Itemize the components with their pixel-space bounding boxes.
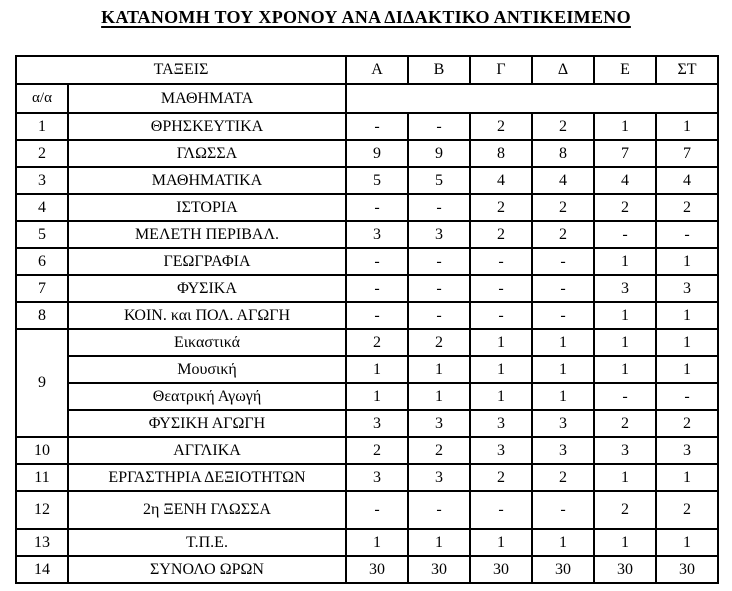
value-cell: - [532, 275, 594, 302]
subject-cell: ΚΟΙΝ. και ΠΟΛ. ΑΓΩΓΗ [68, 302, 346, 329]
value-cell: 3 [656, 437, 718, 464]
class-header-E: Ε [594, 56, 656, 84]
value-cell: 2 [656, 410, 718, 437]
table-row [16, 410, 718, 437]
row-number-cell: 9 [16, 329, 68, 437]
value-cell: - [346, 491, 408, 529]
value-cell: 30 [656, 556, 718, 583]
value-cell: 1 [594, 464, 656, 491]
taxeis-header-cell: ΤΑΞΕΙΣ [16, 56, 346, 84]
value-cell: - [532, 248, 594, 275]
value-cell: - [470, 275, 532, 302]
value-cell: 1 [346, 383, 408, 410]
value-cell: - [346, 302, 408, 329]
value-cell: - [656, 221, 718, 248]
value-cell: 1 [408, 383, 470, 410]
value-cell: 30 [408, 556, 470, 583]
table-row [16, 383, 718, 410]
row-number-cell: 1 [16, 113, 68, 140]
value-cell: 9 [346, 140, 408, 167]
value-cell: 1 [532, 329, 594, 356]
value-cell: 4 [470, 167, 532, 194]
value-cell: - [656, 383, 718, 410]
value-cell: - [532, 491, 594, 529]
table-row [16, 529, 718, 556]
table-row [16, 464, 718, 491]
value-cell: 1 [532, 356, 594, 383]
subject-cell: 2η ΞΕΝΗ ΓΛΩΣΣΑ [68, 491, 346, 529]
value-cell: 30 [470, 556, 532, 583]
value-cell: 30 [346, 556, 408, 583]
value-cell: 4 [594, 167, 656, 194]
value-cell: - [408, 275, 470, 302]
value-cell: 2 [346, 329, 408, 356]
subjects-header-row [16, 84, 718, 113]
value-cell: 2 [532, 464, 594, 491]
row-number-cell: 14 [16, 556, 68, 583]
row-number-cell: 4 [16, 194, 68, 221]
value-cell: - [470, 302, 532, 329]
row-number-cell: 2 [16, 140, 68, 167]
subject-cell: Τ.Π.Ε. [68, 529, 346, 556]
page-title-text: ΚΑΤΑΝΟΜΗ ΤΟΥ ΧΡΟΝΟΥ ΑΝΑ ΔΙΔΑΚΤΙΚΟ ΑΝΤΙΚΕΙΜΕΝΟ [101, 7, 631, 27]
mathimata-header-cell: ΜΑΘΗΜΑΤΑ [68, 84, 346, 113]
value-cell: 1 [594, 529, 656, 556]
row-number-cell: 8 [16, 302, 68, 329]
row-number-cell: 12 [16, 491, 68, 529]
class-header-A: Α [346, 56, 408, 84]
class-header-G: Γ [470, 56, 532, 84]
row-number-cell: 3 [16, 167, 68, 194]
value-cell: 1 [656, 113, 718, 140]
value-cell: 1 [656, 529, 718, 556]
value-cell: 8 [532, 140, 594, 167]
value-cell: - [346, 275, 408, 302]
value-cell: 1 [470, 356, 532, 383]
subject-cell: ΜΕΛΕΤΗ ΠΕΡΙΒΑΛ. [68, 221, 346, 248]
value-cell: 3 [532, 437, 594, 464]
value-cell: - [408, 194, 470, 221]
value-cell: - [532, 302, 594, 329]
value-cell: 3 [408, 221, 470, 248]
subject-cell: ΘΡΗΣΚΕΥΤΙΚΑ [68, 113, 346, 140]
page-title [0, 7, 732, 28]
value-cell: 1 [594, 248, 656, 275]
value-cell: 2 [594, 491, 656, 529]
row-number-cell: 11 [16, 464, 68, 491]
subject-cell: ΜΑΘΗΜΑΤΙΚΑ [68, 167, 346, 194]
value-cell: 3 [346, 410, 408, 437]
table-row [16, 329, 718, 356]
value-cell: 1 [408, 529, 470, 556]
value-cell: - [470, 491, 532, 529]
table-row [16, 356, 718, 383]
value-cell: 1 [594, 302, 656, 329]
aa-header-cell: α/α [16, 84, 68, 113]
value-cell: 1 [346, 529, 408, 556]
table-body [16, 113, 718, 583]
subject-cell: Εικαστικά [68, 329, 346, 356]
value-cell: 1 [470, 383, 532, 410]
value-cell: 2 [532, 113, 594, 140]
value-cell: 1 [656, 302, 718, 329]
table-row [16, 167, 718, 194]
value-cell: 4 [532, 167, 594, 194]
value-cell: 9 [408, 140, 470, 167]
row-number-cell: 10 [16, 437, 68, 464]
value-cell: 30 [532, 556, 594, 583]
value-cell: - [408, 113, 470, 140]
value-cell: 1 [594, 356, 656, 383]
value-cell: 2 [594, 410, 656, 437]
value-cell: 7 [656, 140, 718, 167]
value-cell: 2 [470, 464, 532, 491]
table-row [16, 556, 718, 583]
value-cell: 2 [470, 113, 532, 140]
table-row [16, 221, 718, 248]
value-cell: 3 [594, 275, 656, 302]
value-cell: - [594, 383, 656, 410]
table-row [16, 194, 718, 221]
value-cell: 2 [532, 194, 594, 221]
row-number-cell: 6 [16, 248, 68, 275]
subject-cell: ΦΥΣΙΚΑ [68, 275, 346, 302]
value-cell: 3 [594, 437, 656, 464]
value-cell: - [408, 248, 470, 275]
value-cell: 1 [408, 356, 470, 383]
class-header-B: Β [408, 56, 470, 84]
subject-cell: ΓΛΩΣΣΑ [68, 140, 346, 167]
value-cell: 1 [532, 529, 594, 556]
value-cell: 3 [408, 410, 470, 437]
value-cell: - [594, 221, 656, 248]
value-cell: 1 [656, 248, 718, 275]
value-cell: - [346, 113, 408, 140]
value-cell: 4 [656, 167, 718, 194]
value-cell: 3 [408, 464, 470, 491]
table-row [16, 113, 718, 140]
value-cell: 1 [470, 329, 532, 356]
subject-cell: ΑΓΓΛΙΚΑ [68, 437, 346, 464]
value-cell: 1 [532, 383, 594, 410]
subject-cell: ΓΕΩΓΡΑΦΙΑ [68, 248, 346, 275]
value-cell: 2 [656, 194, 718, 221]
value-cell: 2 [408, 437, 470, 464]
subject-cell: ΕΡΓΑΣΤΗΡΙΑ ΔΕΞΙΟΤΗΤΩΝ [68, 464, 346, 491]
value-cell: 1 [470, 529, 532, 556]
subject-cell: ΙΣΤΟΡΙΑ [68, 194, 346, 221]
table-row [16, 491, 718, 529]
table-row [16, 140, 718, 167]
value-cell: 5 [346, 167, 408, 194]
value-cell: 1 [656, 356, 718, 383]
value-cell: 2 [470, 221, 532, 248]
table-row [16, 248, 718, 275]
subject-cell: Θεατρική Αγωγή [68, 383, 346, 410]
class-header-D: Δ [532, 56, 594, 84]
value-cell: 3 [346, 221, 408, 248]
subject-cell: ΦΥΣΙΚΗ ΑΓΩΓΗ [68, 410, 346, 437]
subject-cell: Μουσική [68, 356, 346, 383]
value-cell: - [408, 491, 470, 529]
time-distribution-table [15, 55, 719, 584]
value-cell: 7 [594, 140, 656, 167]
classes-header-row [16, 56, 718, 84]
value-cell: 30 [594, 556, 656, 583]
value-cell: - [470, 248, 532, 275]
table-row [16, 437, 718, 464]
value-cell: 1 [594, 113, 656, 140]
value-cell: 2 [470, 194, 532, 221]
value-cell: 2 [594, 194, 656, 221]
value-cell: 1 [656, 464, 718, 491]
subject-cell: ΣΥΝΟΛΟ ΩΡΩΝ [68, 556, 346, 583]
value-cell: 3 [532, 410, 594, 437]
value-cell: 2 [346, 437, 408, 464]
value-cell: 1 [346, 356, 408, 383]
value-cell: 3 [470, 410, 532, 437]
table-row [16, 275, 718, 302]
value-cell: - [408, 302, 470, 329]
value-cell: - [346, 194, 408, 221]
value-cell: - [346, 248, 408, 275]
class-header-ST: ΣΤ [656, 56, 718, 84]
table-head-static [16, 56, 718, 113]
value-cell: 3 [470, 437, 532, 464]
value-cell: 3 [346, 464, 408, 491]
row-number-cell: 5 [16, 221, 68, 248]
value-cell: 2 [656, 491, 718, 529]
empty-merged-cell [346, 84, 718, 113]
value-cell: 1 [656, 329, 718, 356]
row-number-cell: 7 [16, 275, 68, 302]
value-cell: 1 [594, 329, 656, 356]
row-number-cell: 13 [16, 529, 68, 556]
value-cell: 3 [656, 275, 718, 302]
value-cell: 8 [470, 140, 532, 167]
value-cell: 2 [408, 329, 470, 356]
value-cell: 2 [532, 221, 594, 248]
table-row [16, 302, 718, 329]
value-cell: 5 [408, 167, 470, 194]
